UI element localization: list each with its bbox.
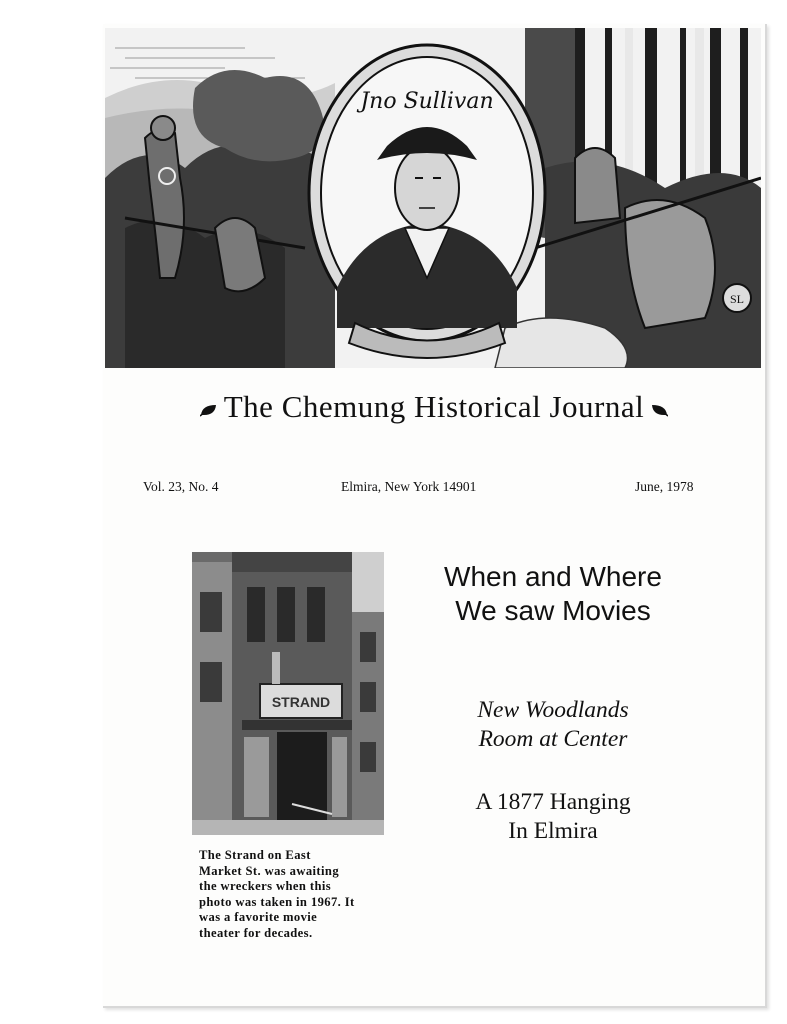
feature-headline xyxy=(403,696,703,754)
story-line: In Elmira xyxy=(508,818,598,844)
caption-line: Market St. was awaiting xyxy=(199,863,340,878)
main-headline xyxy=(403,560,703,628)
journal-title: The Chemung Historical Journal xyxy=(223,389,645,424)
strand-theater-photo xyxy=(192,552,384,835)
journal-masthead xyxy=(103,389,765,425)
photo-caption xyxy=(199,848,381,941)
caption-line: photo was taken in 1967. It xyxy=(199,894,355,909)
leaf-ornament-icon xyxy=(200,403,218,417)
issue-place: Elmira, New York 14901 xyxy=(341,479,477,494)
headline-line: When and Where xyxy=(444,561,662,592)
issue-date: June, 1978 xyxy=(635,479,694,494)
photo-art xyxy=(192,552,384,835)
marquee-sign-text: STRAND xyxy=(271,694,331,710)
illustration-art xyxy=(105,28,761,368)
story-line: A 1877 Hanging xyxy=(475,789,631,815)
caption-line: theater for decades. xyxy=(199,925,313,940)
cover-illustration xyxy=(105,28,761,368)
issue-volume: Vol. 23, No. 4 xyxy=(143,479,219,494)
feature-line: Room at Center xyxy=(478,726,628,752)
headline-line: We saw Movies xyxy=(455,595,651,626)
badge-text: SL xyxy=(729,292,745,306)
caption-line: was a favorite movie xyxy=(199,910,318,924)
caption-line: The Strand on East xyxy=(199,848,311,862)
feature-line: New Woodlands xyxy=(477,697,629,723)
caption-line: the wreckers when this xyxy=(199,879,332,893)
story-headline xyxy=(403,788,703,846)
leaf-ornament-icon xyxy=(650,403,668,417)
journal-cover xyxy=(103,24,767,1008)
signature-text: Jno Sullivan xyxy=(360,89,494,114)
